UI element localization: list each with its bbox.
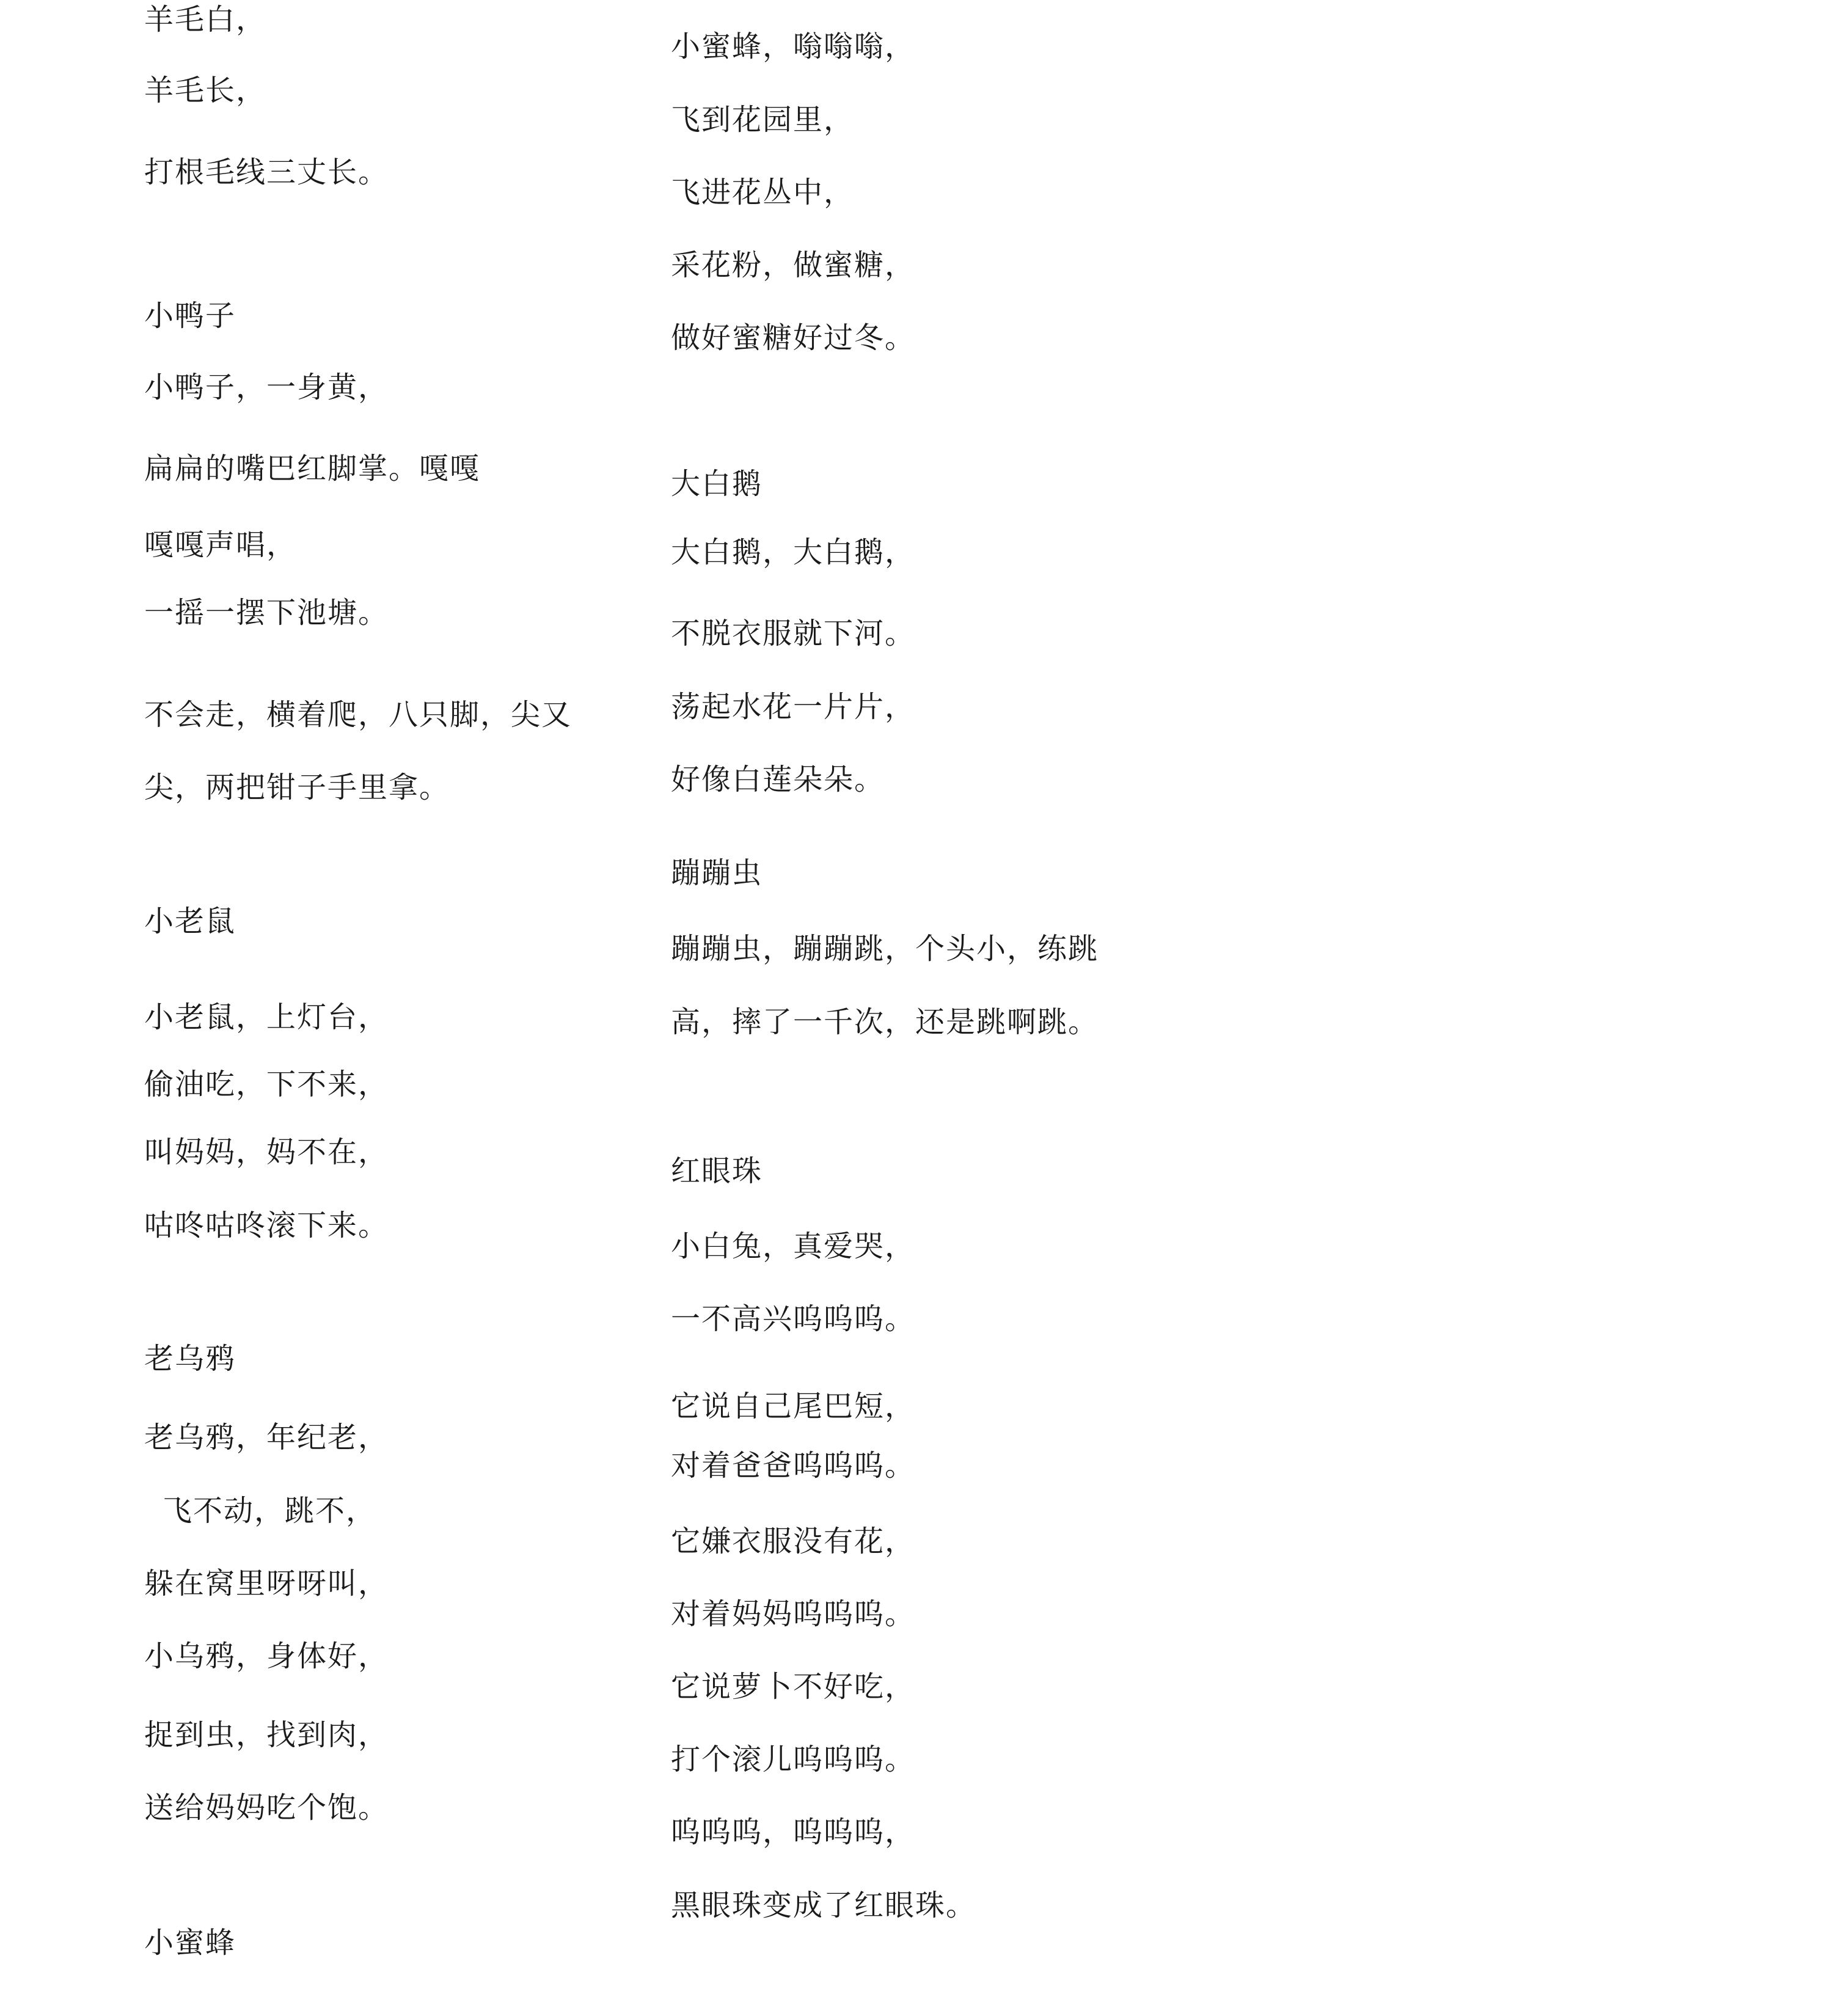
poem-line: 偷油吃，下不来， bbox=[144, 1067, 389, 1101]
poem-line: 躲在窝里呀呀叫， bbox=[144, 1566, 389, 1601]
poem-line: 老乌鸦，年纪老， bbox=[144, 1420, 389, 1455]
poem-title: 小蜜蜂 bbox=[144, 1926, 236, 1960]
poem-line: 呜呜呜，呜呜呜， bbox=[671, 1815, 916, 1849]
poem-line: 咕咚咕咚滚下来。 bbox=[144, 1208, 389, 1243]
poem-line: 它说萝卜不好吃， bbox=[671, 1670, 916, 1704]
poem-line: 叫妈妈，妈不在， bbox=[144, 1135, 389, 1169]
poem-line: 打个滚儿呜呜呜。 bbox=[671, 1742, 916, 1777]
poem-title: 小鸭子 bbox=[144, 299, 236, 333]
poem-line: 采花粉，做蜜糖， bbox=[671, 248, 916, 282]
poem-line: 小白兔，真爱哭， bbox=[671, 1229, 916, 1263]
poem-title: 大白鹅 bbox=[671, 467, 763, 501]
poem-line: 高，摔了一千次，还是跳啊跳。 bbox=[671, 1005, 1099, 1039]
poem-line: 大白鹅，大白鹅， bbox=[671, 535, 916, 569]
poem-line: 小老鼠，上灯台， bbox=[144, 1000, 389, 1034]
poem-line: 嘎嘎声唱， bbox=[144, 528, 298, 562]
poem-line: 对着爸爸呜呜呜。 bbox=[671, 1448, 916, 1483]
poem-line: 飞到花园里， bbox=[671, 103, 855, 137]
poem-line: 飞进花丛中， bbox=[671, 175, 855, 210]
poem-line: 一不高兴呜呜呜。 bbox=[671, 1302, 916, 1336]
poem-line: 不脱衣服就下河。 bbox=[671, 616, 916, 651]
poem-line: 羊毛白， bbox=[144, 2, 267, 37]
poem-line: 小鸭子，一身黄， bbox=[144, 370, 389, 404]
poem-title: 红眼珠 bbox=[671, 1154, 763, 1188]
poem-line: 不会走，横着爬，八只脚，尖又 bbox=[144, 698, 572, 732]
poem-line: 飞不动，跳不， bbox=[163, 1494, 377, 1528]
poem-line: 荡起水花一片片， bbox=[671, 690, 916, 724]
poem-line: 一摇一摆下池塘。 bbox=[144, 596, 389, 630]
poem-line: 它嫌衣服没有花， bbox=[671, 1524, 916, 1558]
poem-line: 扁扁的嘴巴红脚掌。嘎嘎 bbox=[144, 451, 481, 486]
poem-title: 小老鼠 bbox=[144, 904, 236, 938]
poem-line: 捉到虫，找到肉， bbox=[144, 1718, 389, 1752]
poem-line: 黑眼珠变成了红眼珠。 bbox=[671, 1888, 977, 1923]
poem-title: 蹦蹦虫 bbox=[671, 856, 763, 890]
poem-line: 羊毛长， bbox=[144, 73, 267, 108]
poem-line: 做好蜜糖好过冬。 bbox=[671, 321, 916, 355]
poem-line: 送给妈妈吃个饱。 bbox=[144, 1791, 389, 1825]
poem-line: 对着妈妈呜呜呜。 bbox=[671, 1597, 916, 1631]
poem-line: 打根毛线三丈长。 bbox=[144, 155, 389, 189]
poem-line: 蹦蹦虫，蹦蹦跳，个头小，练跳 bbox=[671, 932, 1099, 966]
poem-line: 好像白莲朵朵。 bbox=[671, 762, 885, 797]
poem-title: 老乌鸦 bbox=[144, 1342, 236, 1376]
poem-line: 尖，两把钳子手里拿。 bbox=[144, 770, 450, 805]
poem-line: 小蜜蜂，嗡嗡嗡， bbox=[671, 29, 916, 64]
poem-line: 它说自己尾巴短， bbox=[671, 1389, 916, 1423]
poem-line: 小乌鸦，身体好， bbox=[144, 1639, 389, 1673]
